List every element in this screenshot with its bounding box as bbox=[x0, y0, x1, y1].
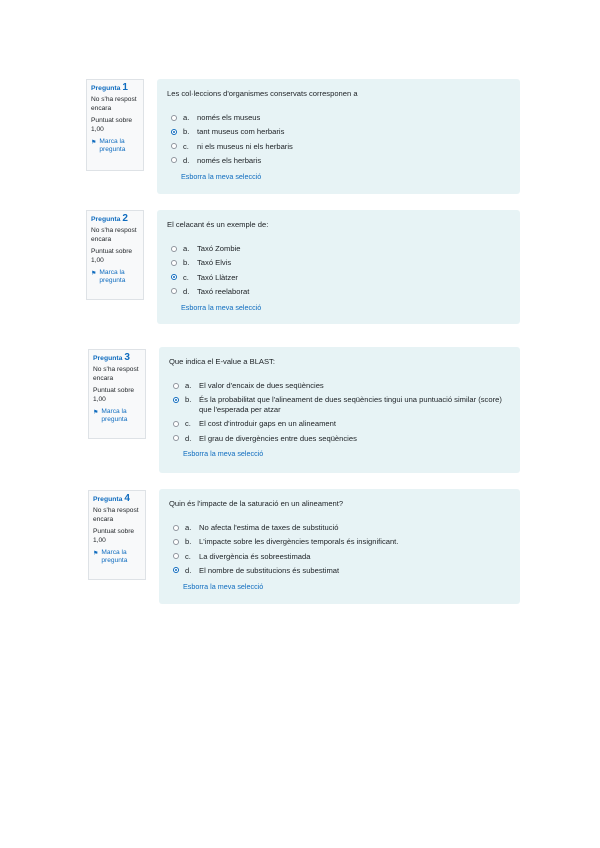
answer-letter: c. bbox=[183, 272, 189, 282]
question-info bbox=[86, 79, 144, 171]
answer-radio[interactable] bbox=[173, 383, 179, 389]
question-number: Pregunta 3 bbox=[93, 352, 130, 363]
answer-letter: c. bbox=[185, 551, 191, 561]
answer-letter: b. bbox=[185, 395, 192, 405]
flag-icon: ⚑ bbox=[91, 271, 97, 278]
question-info bbox=[86, 210, 144, 300]
question-text: Les col·leccions d'organismes conservats corresponen a bbox=[167, 89, 358, 98]
answer-radio[interactable] bbox=[171, 157, 177, 163]
flag-icon: ⚑ bbox=[91, 140, 97, 147]
question-text: El celacant és un exemple de: bbox=[167, 220, 269, 229]
answer-text: Taxó Zombie bbox=[197, 244, 241, 253]
answer-option[interactable] bbox=[173, 395, 510, 415]
question-content bbox=[159, 347, 520, 473]
flag-question-link[interactable]: ⚑ Marca la pregunta bbox=[93, 549, 128, 565]
answer-letter: b. bbox=[183, 127, 190, 137]
answer-option[interactable] bbox=[171, 127, 510, 137]
answer-text: tant museus com herbaris bbox=[197, 127, 285, 137]
question-info bbox=[88, 349, 146, 439]
flag-question-link[interactable]: ⚑ Marca la pregunta bbox=[91, 269, 126, 285]
question-grade: Puntuat sobre 1,00 bbox=[91, 248, 133, 264]
question-info bbox=[88, 490, 146, 580]
answer-letter: a. bbox=[183, 113, 190, 122]
answer-radio[interactable] bbox=[173, 525, 179, 531]
answer-text: només els herbaris bbox=[197, 155, 262, 165]
question-grade: Puntuat sobre 1,00 bbox=[93, 528, 135, 544]
answer-radio[interactable] bbox=[173, 539, 179, 545]
answer-text: només els museus bbox=[197, 113, 261, 122]
answer-option[interactable] bbox=[173, 552, 510, 562]
answer-option[interactable] bbox=[173, 434, 510, 444]
flag-icon: ⚑ bbox=[93, 551, 99, 558]
answer-option[interactable] bbox=[173, 419, 510, 429]
answer-radio[interactable] bbox=[171, 288, 177, 294]
answer-radio[interactable] bbox=[173, 435, 179, 441]
answer-text: És la probabilitat que l'alineament de dues seqüències tingui una puntuació similar (score) que l'esperada per atzar bbox=[199, 395, 502, 415]
question-text: Quin és l'impacte de la saturació en un alineament? bbox=[169, 499, 344, 508]
answer-radio[interactable] bbox=[173, 397, 179, 403]
answer-option[interactable] bbox=[171, 156, 510, 166]
answer-option[interactable] bbox=[173, 523, 510, 533]
answer-option[interactable] bbox=[171, 113, 510, 123]
question-state: No s'ha respost encara bbox=[91, 227, 137, 243]
clear-choice-link[interactable]: Esborra la meva selecció bbox=[181, 302, 262, 312]
answer-text: ni els museus ni els herbaris bbox=[197, 141, 293, 151]
answer-letter: a. bbox=[183, 244, 190, 253]
question-content bbox=[159, 489, 520, 604]
question-state: No s'ha respost encara bbox=[91, 96, 137, 112]
answer-text: El valor d'encaix de dues seqüències bbox=[199, 381, 324, 390]
answer-text: El grau de divergències entre dues seqüències bbox=[199, 433, 357, 443]
answer-option[interactable] bbox=[173, 381, 510, 391]
answer-radio[interactable] bbox=[173, 567, 179, 573]
answer-text: Taxó reelaborat bbox=[197, 286, 250, 296]
answer-radio[interactable] bbox=[171, 274, 177, 280]
answer-option[interactable] bbox=[173, 566, 510, 576]
question-grade: Puntuat sobre 1,00 bbox=[93, 387, 135, 403]
answer-letter: d. bbox=[183, 286, 190, 296]
answer-radio[interactable] bbox=[171, 129, 177, 135]
answer-option[interactable] bbox=[171, 258, 510, 268]
answer-text: Taxó Elvis bbox=[197, 258, 232, 268]
answer-text: Taxó Llàtzer bbox=[197, 272, 238, 282]
answer-radio[interactable] bbox=[171, 143, 177, 149]
answer-option[interactable] bbox=[173, 537, 510, 547]
question-text: Que indica el E-value a BLAST: bbox=[169, 357, 275, 366]
clear-choice-link[interactable]: Esborra la meva selecció bbox=[183, 581, 264, 591]
question-number: Pregunta 1 bbox=[91, 82, 128, 93]
answer-letter: a. bbox=[185, 523, 192, 532]
answer-list bbox=[167, 113, 510, 166]
answer-list bbox=[169, 523, 510, 576]
answer-radio[interactable] bbox=[171, 260, 177, 266]
answer-letter: c. bbox=[185, 419, 191, 429]
answer-radio[interactable] bbox=[171, 246, 177, 252]
flag-question-link[interactable]: ⚑ Marca la pregunta bbox=[93, 408, 128, 424]
answer-text: El nombre de substitucions és subestimat bbox=[199, 565, 340, 575]
flag-question-link[interactable]: ⚑ Marca la pregunta bbox=[91, 138, 126, 154]
answer-letter: c. bbox=[183, 141, 189, 151]
answer-option[interactable] bbox=[171, 142, 510, 152]
answer-option[interactable] bbox=[171, 244, 510, 254]
question-number: Pregunta 4 bbox=[93, 493, 130, 504]
answer-letter: b. bbox=[183, 258, 190, 268]
answer-text: El cost d'introduir gaps en un alineament bbox=[199, 419, 336, 429]
question-content bbox=[157, 210, 520, 324]
answer-text: No afecta l'estima de taxes de substitució bbox=[199, 523, 339, 532]
clear-choice-link[interactable]: Esborra la meva selecció bbox=[181, 171, 262, 181]
answer-letter: a. bbox=[185, 381, 192, 390]
answer-letter: d. bbox=[185, 433, 192, 443]
answer-list bbox=[167, 244, 510, 297]
answer-letter: d. bbox=[185, 565, 192, 575]
question-grade: Puntuat sobre 1,00 bbox=[91, 117, 133, 133]
question-number: Pregunta 2 bbox=[91, 213, 128, 224]
answer-option[interactable] bbox=[171, 287, 510, 297]
answer-radio[interactable] bbox=[171, 115, 177, 121]
question-state: No s'ha respost encara bbox=[93, 507, 139, 523]
flag-icon: ⚑ bbox=[93, 410, 99, 417]
answer-option[interactable] bbox=[171, 273, 510, 283]
question-state: No s'ha respost encara bbox=[93, 366, 139, 382]
answer-radio[interactable] bbox=[173, 553, 179, 559]
answer-letter: b. bbox=[185, 537, 192, 547]
answer-list bbox=[169, 381, 510, 443]
answer-text: La divergència és sobreestimada bbox=[199, 551, 311, 561]
clear-choice-link[interactable]: Esborra la meva selecció bbox=[183, 449, 264, 459]
answer-text: L'impacte sobre les divergències temporals és insignificant. bbox=[199, 537, 399, 547]
answer-radio[interactable] bbox=[173, 421, 179, 427]
question-content bbox=[157, 79, 520, 194]
answer-letter: d. bbox=[183, 155, 190, 165]
